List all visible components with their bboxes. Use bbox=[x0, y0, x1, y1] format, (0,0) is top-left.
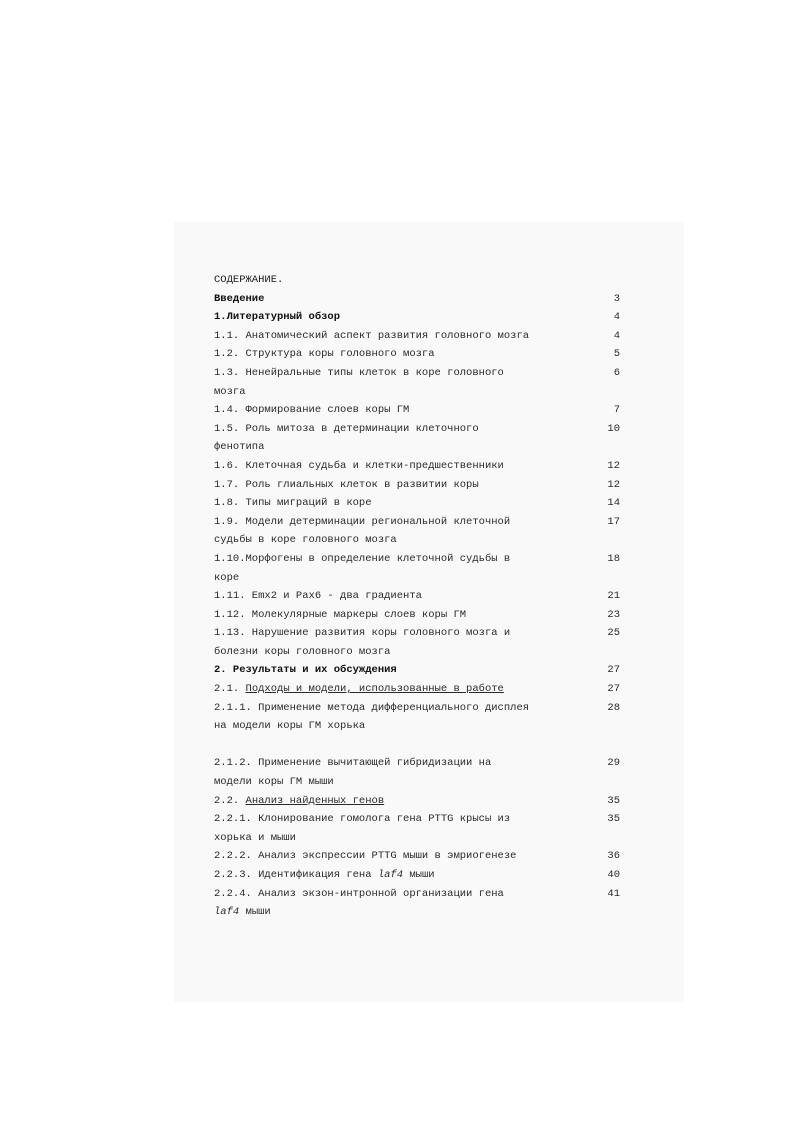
toc-entry-text: 1.11. Emx2 и Pax6 - два градиента bbox=[214, 590, 422, 603]
toc-entry-title bbox=[214, 476, 559, 495]
toc-entry-title bbox=[214, 587, 559, 606]
toc-entry bbox=[214, 401, 634, 420]
toc-entry-text: 1.1. Анатомический аспект развития головного мозга bbox=[214, 329, 530, 342]
toc-entry-title bbox=[214, 847, 559, 866]
toc-entry bbox=[214, 624, 634, 661]
toc-entry-suffix: мыши bbox=[239, 906, 271, 919]
toc-entries bbox=[214, 290, 634, 922]
toc-entry-page: 40 bbox=[607, 869, 620, 881]
toc-entry-text: 1.6. Клеточная судьба и клетки-предшественники bbox=[214, 459, 504, 472]
toc-entry bbox=[214, 513, 634, 550]
toc-entry bbox=[214, 866, 634, 885]
toc-entry-title bbox=[214, 364, 559, 401]
toc-entry-page: 5 bbox=[613, 348, 620, 361]
toc-entry-page: 36 bbox=[607, 850, 620, 863]
toc-entry-suffix: мыши bbox=[403, 869, 435, 881]
toc-entry-title bbox=[214, 327, 559, 346]
toc-entry-text: 1.5. Роль митоза в детерминации клеточного фенотипа bbox=[214, 422, 479, 454]
toc-entry bbox=[214, 550, 634, 587]
toc-entry-page: 10 bbox=[607, 422, 620, 435]
toc-entry bbox=[214, 587, 634, 606]
toc-entry bbox=[214, 364, 634, 401]
toc-entry-text: 1.4. Формирование слоев коры ГМ bbox=[214, 404, 410, 417]
toc-entry-title bbox=[214, 345, 559, 364]
toc-entry-page: 17 bbox=[607, 515, 620, 528]
toc-entry-text: 2.1.2. Применение вычитающей гибридизации на модели коры ГМ мыши bbox=[214, 757, 492, 789]
toc-entry-title bbox=[214, 866, 559, 885]
toc-entry-page: 3 bbox=[613, 292, 620, 305]
toc-entry-page: 7 bbox=[613, 404, 620, 417]
toc-entry-title bbox=[214, 401, 559, 420]
toc-entry-text: 2.1.1. Применение метода дифференциального дисплея на модели коры ГМ хорька bbox=[214, 701, 530, 733]
toc-entry bbox=[214, 847, 634, 866]
toc-entry-page: 41 bbox=[607, 887, 620, 900]
toc-entry bbox=[214, 327, 634, 346]
toc-entry-page: 12 bbox=[607, 478, 620, 491]
toc-entry-page: 4 bbox=[613, 311, 620, 324]
toc-entry-text: 1.3. Ненейральные типы клеток в коре головного мозга bbox=[214, 366, 504, 398]
toc-entry-text: 1.Литературный обзор bbox=[214, 311, 341, 324]
toc-entry-text: 2.2.2. Анализ экспрессии PTTG мыши в эмриогенезе bbox=[214, 850, 517, 863]
toc-entry-page: 6 bbox=[613, 366, 620, 379]
toc-entry bbox=[214, 457, 634, 476]
toc-entry-text: 1.2. Структура коры головного мозга bbox=[214, 348, 435, 361]
toc-entry-text: 1.9. Модели детерминации региональной клеточной судьбы в коре головного мозга bbox=[214, 515, 511, 547]
toc-entry-page: 27 bbox=[607, 664, 620, 677]
toc-entry-title bbox=[214, 624, 559, 661]
toc-entry bbox=[214, 792, 634, 811]
toc-title: СОДЕРЖАНИЕ. bbox=[214, 274, 284, 286]
toc-entry-text: 1.12. Молекулярные маркеры слоев коры ГМ bbox=[214, 608, 467, 621]
toc-entry-text: 1.10.Морфогены в определение клеточной судьбы в коре bbox=[214, 552, 511, 584]
toc-entry-prefix: 2.2.3. Идентификация гена bbox=[214, 869, 378, 881]
toc-entry-text: 1.8. Типы миграций в коре bbox=[214, 497, 372, 510]
toc-entry-text: Введение bbox=[214, 292, 265, 305]
toc-entry-page: 4 bbox=[613, 329, 620, 342]
toc-entry-page: 29 bbox=[607, 757, 620, 770]
toc-entry-page: 21 bbox=[607, 590, 620, 603]
toc-entry-page: 35 bbox=[607, 813, 620, 826]
toc-entry-title bbox=[214, 661, 559, 680]
toc-entry bbox=[214, 494, 634, 513]
toc-entry bbox=[214, 345, 634, 364]
toc-entry-text: 2.2.1. Клонирование гомолога гена PTTG крысы из хорька и мыши bbox=[214, 813, 511, 844]
toc-entry-text: 2. Результаты и их обсуждения bbox=[214, 664, 397, 677]
toc-entry bbox=[214, 680, 634, 699]
toc-entry-title bbox=[214, 550, 559, 587]
toc-entry-title bbox=[214, 680, 559, 699]
toc-entry bbox=[214, 308, 634, 327]
toc-entry-page: 14 bbox=[607, 497, 620, 510]
toc-entry-text: 1.7. Роль глиальных клеток в развитии коры bbox=[214, 478, 479, 491]
toc-entry-page: 12 bbox=[607, 459, 620, 472]
toc-entry-prefix: 2.2.4. Анализ экзон-интронной организации гена bbox=[214, 887, 504, 900]
toc-entry bbox=[214, 885, 634, 922]
toc-entry-title bbox=[214, 457, 559, 476]
table-of-contents bbox=[214, 271, 634, 922]
toc-entry-title bbox=[214, 420, 559, 457]
toc-entry bbox=[214, 420, 634, 457]
toc-entry-prefix: 2.2. bbox=[214, 794, 246, 807]
toc-entry-page: 18 bbox=[607, 552, 620, 565]
toc-entry-page: 35 bbox=[607, 794, 620, 807]
toc-entry-text: Анализ найденных генов bbox=[245, 794, 385, 807]
toc-entry bbox=[214, 476, 634, 495]
toc-entry-title bbox=[214, 494, 559, 513]
toc-entry-text: Подходы и модели, использованные в работе bbox=[245, 683, 504, 696]
toc-entry-title bbox=[214, 308, 559, 327]
toc-entry-page: 23 bbox=[607, 608, 620, 621]
toc-entry-title bbox=[214, 699, 559, 736]
toc-entry bbox=[214, 810, 634, 847]
toc-entry bbox=[214, 290, 634, 309]
toc-entry-title bbox=[214, 885, 559, 922]
toc-entry bbox=[214, 754, 634, 791]
toc-entry-title bbox=[214, 290, 559, 309]
toc-entry-page: 25 bbox=[607, 627, 620, 640]
toc-entry bbox=[214, 661, 634, 680]
toc-entry-title bbox=[214, 513, 559, 550]
toc-entry bbox=[214, 699, 634, 736]
toc-entry-title bbox=[214, 792, 559, 811]
toc-entry bbox=[214, 606, 634, 625]
toc-entry-title bbox=[214, 754, 559, 791]
toc-entry-page: 28 bbox=[607, 701, 620, 714]
toc-entry-title bbox=[214, 810, 559, 847]
toc-entry-text: laf4 bbox=[214, 906, 240, 919]
toc-entry-text: laf4 bbox=[377, 869, 404, 881]
toc-entry-prefix: 2.1. bbox=[214, 683, 246, 696]
toc-entry-title bbox=[214, 606, 559, 625]
toc-entry-text: 1.13. Нарушение развития коры головного мозга и болезни коры головного мозга bbox=[214, 627, 511, 658]
toc-entry-page: 27 bbox=[607, 683, 620, 696]
